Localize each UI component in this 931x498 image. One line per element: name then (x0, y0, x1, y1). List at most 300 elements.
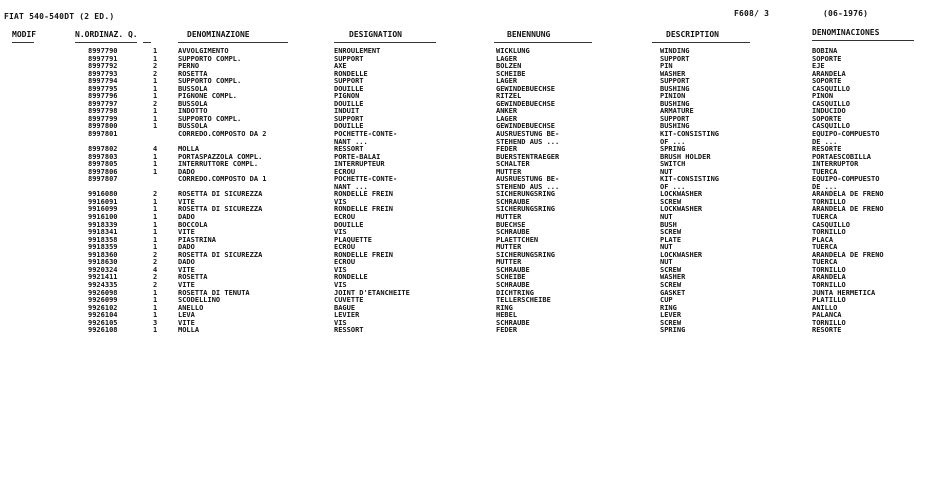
parts-table (0, 48, 931, 335)
name-italian: MOLLA (178, 326, 200, 335)
quantity: 2 (153, 258, 158, 267)
name-spanish: RESORTE (812, 145, 842, 154)
quantity: 1 (153, 303, 158, 312)
name-spanish: CASQUILLO (812, 84, 850, 93)
order-number: 9926102 (88, 303, 118, 312)
name-italian: BUSSOLA (178, 84, 208, 93)
name-german: BUECHSE (496, 220, 526, 229)
name-german: DICHTRING (496, 288, 534, 297)
table-row (0, 116, 931, 124)
name-german: ANKER (496, 107, 518, 116)
name-english: WINDING (660, 47, 690, 55)
column-underline (12, 42, 34, 43)
order-number: 8997793 (88, 69, 118, 78)
name-german: FEDER (496, 145, 518, 154)
name-italian: ROSETTA (178, 273, 208, 282)
order-number: 9918360 (88, 250, 118, 259)
name-spanish: EJE (812, 62, 825, 71)
name-italian: PIASTRINA (178, 235, 216, 244)
order-number: 8997794 (88, 77, 118, 86)
name-english: LOCKWASHER (660, 205, 703, 214)
name-spanish: TUERCA (812, 258, 838, 267)
column-underline (812, 40, 914, 41)
name-german: FEDER (496, 326, 518, 335)
table-row (0, 297, 931, 305)
name-spanish: SOPORTE (812, 114, 842, 123)
name-english: LEVER (660, 311, 682, 320)
name-english: SWITCH (660, 160, 686, 169)
name-italian: MOLLA (178, 145, 200, 154)
order-number: 8997795 (88, 84, 118, 93)
name-german: TELLERSCHEIBE (496, 296, 551, 305)
name-spanish: ARANDELA DE FRENO (812, 250, 884, 259)
table-row (0, 312, 931, 320)
table-row (0, 63, 931, 71)
name-french: RONDELLE FREIN (334, 190, 394, 199)
name-italian: VITE (178, 265, 195, 274)
name-french: ECROU (334, 213, 356, 222)
name-spanish: PINON (812, 92, 834, 101)
order-number: 8997799 (88, 114, 118, 123)
column-underline (143, 42, 151, 43)
name-english: LOCKWASHER (660, 190, 703, 199)
order-number: 8997796 (88, 92, 118, 101)
order-number: 9926105 (88, 318, 118, 327)
name-italian: SUPPORTO COMPL. (178, 77, 242, 86)
order-number: 9916100 (88, 213, 118, 222)
name-english: KIT-CONSISTING (660, 130, 720, 139)
name-german: BUERSTENTRAEGER (496, 152, 560, 161)
name-spanish: ARANDELA (812, 273, 846, 282)
name-spanish: BOBINA (812, 47, 838, 55)
quantity: 1 (153, 92, 158, 101)
order-number: 9926099 (88, 296, 118, 305)
column-underline (75, 42, 137, 43)
quantity: 2 (153, 280, 158, 289)
name-french: DOUILLE (334, 84, 364, 93)
quantity: 1 (153, 220, 158, 229)
name-italian: BUSSOLA (178, 122, 208, 131)
name-english: BUSHING (660, 84, 690, 93)
name-english: OF ... (660, 182, 686, 191)
name-french: PLAQUETTE (334, 235, 372, 244)
name-french: RONDELLE (334, 273, 368, 282)
order-number: 9924335 (88, 280, 118, 289)
name-french: BAGUE (334, 303, 356, 312)
name-german: SCHRAUBE (496, 318, 530, 327)
order-number: 8997803 (88, 152, 118, 161)
table-row (0, 146, 931, 154)
name-spanish: INDUCIDO (812, 107, 846, 116)
order-number: 8997806 (88, 167, 118, 176)
name-english: SPRING (660, 326, 686, 335)
order-number: 8997801 (88, 130, 118, 139)
quantity: 1 (153, 296, 158, 305)
name-french: RONDELLE FREIN (334, 205, 394, 214)
name-italian: PORTASPAZZOLA COMPL. (178, 152, 263, 161)
name-german: SCHRAUBE (496, 280, 530, 289)
table-row (0, 274, 931, 282)
table-row (0, 214, 931, 222)
table-row (0, 191, 931, 199)
name-english: CUP (660, 296, 673, 305)
table-row (0, 259, 931, 267)
name-italian: VITE (178, 280, 195, 289)
name-italian: ROSETTA DI SICUREZZA (178, 205, 263, 214)
name-french: RONDELLE (334, 69, 368, 78)
name-german: MUTTER (496, 213, 522, 222)
order-number: 9926104 (88, 311, 118, 320)
order-number: 9916080 (88, 190, 118, 199)
name-english: RING (660, 303, 677, 312)
column-underline (178, 42, 288, 43)
name-english: WASHER (660, 69, 686, 78)
order-number: 8997800 (88, 122, 118, 131)
name-german: SICHERUNGSRING (496, 250, 556, 259)
name-english: NUT (660, 258, 673, 267)
table-row (0, 222, 931, 230)
name-french: POCHETTE-CONTE- (334, 130, 398, 139)
name-french: CUVETTE (334, 296, 364, 305)
name-german: GEWINDEBUECHSE (496, 84, 556, 93)
name-italian: LEVA (178, 311, 195, 320)
table-row (0, 282, 931, 290)
quantity: 1 (153, 228, 158, 237)
table-row (0, 184, 931, 192)
table-row (0, 123, 931, 131)
name-german: MUTTER (496, 243, 522, 252)
name-italian: PERNO (178, 62, 200, 71)
name-english: GASKET (660, 288, 686, 297)
name-german: SICHERUNGSRING (496, 190, 556, 199)
table-row (0, 169, 931, 177)
name-spanish: DE ... (812, 137, 838, 146)
column-header-spanish: DENOMINACIONES (812, 28, 880, 37)
name-spanish: TORNILLO (812, 280, 846, 289)
table-row (0, 320, 931, 328)
name-english: SUPPORT (660, 54, 690, 63)
name-english: BUSH (660, 220, 677, 229)
name-french: ECROU (334, 243, 356, 252)
name-spanish: TUERCA (812, 243, 838, 252)
quantity: 1 (153, 122, 158, 131)
table-row (0, 252, 931, 260)
name-german: SCHALTER (496, 160, 530, 169)
name-french: ECROU (334, 167, 356, 176)
name-german: LAGER (496, 54, 518, 63)
quantity: 1 (153, 197, 158, 206)
order-number: 8997791 (88, 54, 118, 63)
table-row (0, 244, 931, 252)
name-english: PIN (660, 62, 673, 71)
name-spanish: INTERRUPTOR (812, 160, 859, 169)
quantity: 1 (153, 243, 158, 252)
name-italian: CORREDO.COMPOSTO DA 1 (178, 175, 267, 184)
table-row (0, 108, 931, 116)
document-title: FIAT 540-540DT (2 ED.) (4, 12, 115, 21)
name-italian: INDOTTO (178, 107, 208, 116)
page-reference: F608/ 3 (734, 9, 770, 18)
name-spanish: ANILLO (812, 303, 838, 312)
name-french: JOINT D'ETANCHEITE (334, 288, 410, 297)
name-spanish: ARANDELA (812, 69, 846, 78)
name-german: GEWINDEBUECHSE (496, 122, 556, 131)
name-french: RESSORT (334, 145, 364, 154)
name-spanish: TORNILLO (812, 265, 846, 274)
name-french: NANT ... (334, 137, 368, 146)
name-french: SUPPORT (334, 54, 364, 63)
name-italian: AVVOLGIMENTO (178, 47, 229, 55)
name-french: DOUILLE (334, 122, 364, 131)
quantity: 1 (153, 205, 158, 214)
name-french: LEVIER (334, 311, 360, 320)
name-english: PLATE (660, 235, 682, 244)
column-header-order-number: N.ORDINAZ. Q. (75, 30, 138, 39)
name-italian: ROSETTA DI SICUREZZA (178, 190, 263, 199)
column-header-italian: DENOMINAZIONE (187, 30, 250, 39)
table-row (0, 93, 931, 101)
name-french: VIS (334, 318, 347, 327)
name-italian: CORREDO.COMPOSTO DA 2 (178, 130, 267, 139)
name-spanish: CASQUILLO (812, 99, 850, 108)
name-english: BUSHING (660, 122, 690, 131)
order-number: 8997807 (88, 175, 118, 184)
name-german: MUTTER (496, 258, 522, 267)
name-german: LAGER (496, 77, 518, 86)
table-row (0, 131, 931, 139)
name-german: LAGER (496, 114, 518, 123)
name-german: HEBEL (496, 311, 518, 320)
name-english: BUSHING (660, 99, 690, 108)
table-row (0, 56, 931, 64)
name-spanish: TORNILLO (812, 318, 846, 327)
name-english: NUT (660, 243, 673, 252)
column-header-english: DESCRIPTION (666, 30, 719, 39)
order-number: 9916091 (88, 197, 118, 206)
order-number: 9918630 (88, 258, 118, 267)
name-spanish: PLACA (812, 235, 834, 244)
table-row (0, 86, 931, 94)
name-german: SCHRAUBE (496, 265, 530, 274)
quantity: 2 (153, 99, 158, 108)
order-number: 9920324 (88, 265, 118, 274)
order-number: 9918359 (88, 243, 118, 252)
quantity: 1 (153, 160, 158, 169)
quantity: 1 (153, 84, 158, 93)
name-french: VIS (334, 280, 347, 289)
name-german: SCHEIBE (496, 273, 526, 282)
order-number: 9918339 (88, 220, 118, 229)
column-underline (494, 42, 592, 43)
table-row (0, 199, 931, 207)
name-french: SUPPORT (334, 114, 364, 123)
quantity: 4 (153, 145, 158, 154)
name-german: RITZEL (496, 92, 522, 101)
name-italian: ROSETTA (178, 69, 208, 78)
name-english: OF ... (660, 137, 686, 146)
name-italian: PIGNONE COMPL. (178, 92, 238, 101)
name-italian: INTERRUTTORE COMPL. (178, 160, 259, 169)
name-english: SUPPORT (660, 114, 690, 123)
quantity: 1 (153, 326, 158, 335)
name-german: STEHEND AUS ... (496, 137, 560, 146)
quantity: 1 (153, 311, 158, 320)
order-number: 9921411 (88, 273, 118, 282)
name-french: PIGNON (334, 92, 360, 101)
order-number: 9918358 (88, 235, 118, 244)
name-english: SCREW (660, 228, 682, 237)
quantity: 1 (153, 54, 158, 63)
name-italian: DADO (178, 167, 195, 176)
name-spanish: TUERCA (812, 167, 838, 176)
name-italian: VITE (178, 197, 195, 206)
name-german: SCHRAUBE (496, 228, 530, 237)
table-row (0, 48, 931, 56)
name-french: DOUILLE (334, 99, 364, 108)
name-italian: DADO (178, 243, 195, 252)
name-german: SCHRAUBE (496, 197, 530, 206)
name-spanish: CASQUILLO (812, 220, 850, 229)
name-italian: ANELLO (178, 303, 204, 312)
name-french: POCHETTE-CONTE- (334, 175, 398, 184)
name-english: NUT (660, 213, 673, 222)
name-german: MUTTER (496, 167, 522, 176)
table-row (0, 229, 931, 237)
name-italian: SUPPORTO COMPL. (178, 114, 242, 123)
name-french: PORTE-BALAI (334, 152, 381, 161)
name-german: WICKLUNG (496, 47, 530, 55)
name-italian: ROSETTA DI SICUREZZA (178, 250, 263, 259)
name-italian: BUSSOLA (178, 99, 208, 108)
table-row (0, 139, 931, 147)
order-number: 8997797 (88, 99, 118, 108)
name-italian: VITE (178, 318, 195, 327)
quantity: 2 (153, 250, 158, 259)
name-english: NUT (660, 167, 673, 176)
order-number: 8997798 (88, 107, 118, 116)
order-number: 8997805 (88, 160, 118, 169)
name-spanish: PORTAESCOBILLA (812, 152, 872, 161)
order-number: 8997792 (88, 62, 118, 71)
column-underline (652, 42, 750, 43)
name-english: WASHER (660, 273, 686, 282)
quantity: 4 (153, 265, 158, 274)
name-english: SPRING (660, 145, 686, 154)
name-spanish: JUNTA HERMETICA (812, 288, 876, 297)
quantity: 2 (153, 273, 158, 282)
table-row (0, 206, 931, 214)
name-english: SCREW (660, 318, 682, 327)
document-date: (06-1976) (823, 9, 869, 18)
order-number: 9926098 (88, 288, 118, 297)
table-row (0, 267, 931, 275)
name-spanish: TORNILLO (812, 197, 846, 206)
table-row (0, 154, 931, 162)
name-french: INDUIT (334, 107, 360, 116)
name-french: RONDELLE FREIN (334, 250, 394, 259)
order-number: 9916099 (88, 205, 118, 214)
name-italian: SUPPORTO COMPL. (178, 54, 242, 63)
table-row (0, 305, 931, 313)
quantity: 3 (153, 318, 158, 327)
quantity: 2 (153, 62, 158, 71)
name-italian: DADO (178, 213, 195, 222)
name-italian: DADO (178, 258, 195, 267)
quantity: 1 (153, 235, 158, 244)
name-french: AXE (334, 62, 347, 71)
column-underline (334, 42, 436, 43)
column-header-german: BENENNUNG (507, 30, 551, 39)
quantity: 2 (153, 190, 158, 199)
name-french: INTERRUPTEUR (334, 160, 385, 169)
name-french: ECROU (334, 258, 356, 267)
name-spanish: RESORTE (812, 326, 842, 335)
name-german: SCHEIBE (496, 69, 526, 78)
order-number: 8997802 (88, 145, 118, 154)
name-english: SCREW (660, 280, 682, 289)
name-italian: BOCCOLA (178, 220, 208, 229)
quantity: 1 (153, 114, 158, 123)
name-spanish: ARANDELA DE FRENO (812, 190, 884, 199)
column-header-modif: MODIF (12, 30, 37, 39)
quantity: 1 (153, 213, 158, 222)
name-german: GEWINDEBUECHSE (496, 99, 556, 108)
quantity: 2 (153, 69, 158, 78)
name-french: VIS (334, 197, 347, 206)
name-spanish: PALANCA (812, 311, 842, 320)
table-row (0, 290, 931, 298)
order-number: 9918341 (88, 228, 118, 237)
name-spanish: TUERCA (812, 213, 838, 222)
table-row (0, 101, 931, 109)
name-german: AUSRUESTUNG BE- (496, 130, 560, 139)
name-french: DOUILLE (334, 220, 364, 229)
name-spanish: SOPORTE (812, 54, 842, 63)
name-french: ENROULEMENT (334, 47, 381, 55)
name-spanish: TORNILLO (812, 228, 846, 237)
name-english: LOCKWASHER (660, 250, 703, 259)
table-row (0, 78, 931, 86)
name-english: PINION (660, 92, 686, 101)
name-italian: VITE (178, 228, 195, 237)
name-spanish: EQUIPO-COMPUESTO (812, 130, 880, 139)
table-row (0, 176, 931, 184)
name-english: SCREW (660, 197, 682, 206)
table-row (0, 161, 931, 169)
quantity: 1 (153, 107, 158, 116)
name-english: SCREW (660, 265, 682, 274)
name-german: SICHERUNGSRING (496, 205, 556, 214)
name-german: RING (496, 303, 513, 312)
name-french: RESSORT (334, 326, 364, 335)
name-spanish: SOPORTE (812, 77, 842, 86)
name-french: SUPPORT (334, 77, 364, 86)
name-spanish: PLATILLO (812, 296, 846, 305)
name-italian: ROSETTA DI TENUTA (178, 288, 250, 297)
name-french: VIS (334, 265, 347, 274)
name-german: AUSRUESTUNG BE- (496, 175, 560, 184)
name-french: VIS (334, 228, 347, 237)
name-german: BOLZEN (496, 62, 522, 71)
quantity: 1 (153, 288, 158, 297)
name-english: BRUSH HOLDER (660, 152, 711, 161)
quantity: 1 (153, 77, 158, 86)
quantity: 1 (153, 47, 158, 55)
quantity: 1 (153, 152, 158, 161)
name-spanish: ARANDELA DE FRENO (812, 205, 884, 214)
name-german: PLAETTCHEN (496, 235, 539, 244)
table-row (0, 237, 931, 245)
